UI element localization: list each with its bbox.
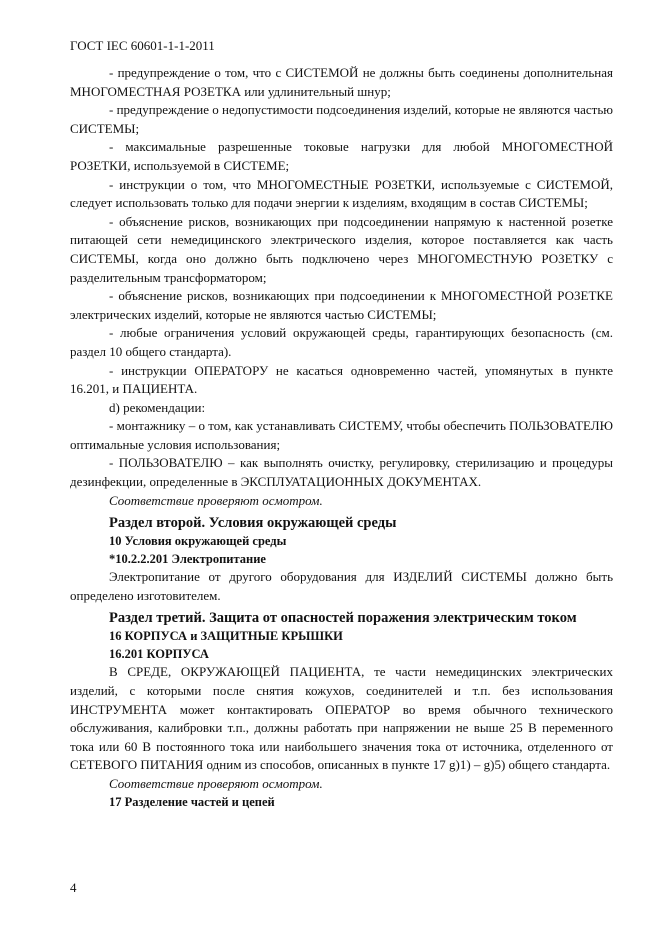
compliance-note: Соответствие проверяют осмотром. bbox=[109, 492, 323, 508]
list-item: - инструкции ОПЕРАТОРУ не касаться одновременно частей, упомянутых в пункте 16.201, и ПАЦИЕНТА. bbox=[70, 362, 613, 397]
list-item: - любые ограничения условий окружающей среды, гарантирующих безопасность (см. раздел 10 общего стандарта). bbox=[70, 325, 613, 359]
list-item: - предупреждение о недопустимости подсоединения изделий, которые не являются частью СИСТЕМЫ; bbox=[70, 102, 613, 136]
list-item: - инструкции о том, что МНОГОМЕСТНЫЕ РОЗЕТКИ, используемые с СИСТЕМОЙ, следует использовать только для подачи энергии к изделиям, входящим в состав СИСТЕМЫ; bbox=[70, 176, 613, 211]
list-item: - максимальные разрешенные токовые нагрузки для любой МНОГОМЕСТНОЙ РОЗЕТКИ, используемой в СИСТЕМЕ; bbox=[70, 139, 613, 173]
section-3-heading: Раздел третий. Защита от опасностей поражения электрическим током bbox=[109, 610, 577, 627]
item-d-recommendations: d) рекомендации: bbox=[109, 399, 206, 415]
list-item: - монтажнику – о том, как устанавливать СИСТЕМУ, чтобы обеспечить ПОЛЬЗОВАТЕЛЮ оптимальные условия использования; bbox=[70, 418, 613, 452]
list-item: - предупреждение о том, что с СИСТЕМОЙ не должны быть соединены дополнительная МНОГОМЕСТНАЯ РОЗЕТКА или удлинительный шнур; bbox=[70, 65, 613, 99]
clause-16-heading: 16 КОРПУСА и ЗАЩИТНЫЕ КРЫШКИ bbox=[109, 629, 343, 644]
page-content bbox=[70, 64, 613, 811]
list-item: - ПОЛЬЗОВАТЕЛЮ – как выполнять очистку, регулировку, стерилизацию и процедуры дезинфекции, определенные в ЭКСПЛУАТАЦИОННЫХ ДОКУМЕНТАХ. bbox=[70, 455, 613, 490]
clause-16-201-heading: 16.201 КОРПУСА bbox=[109, 646, 209, 661]
section-2-heading: Раздел второй. Условия окружающей среды bbox=[109, 515, 397, 532]
clause-16-201-text: В СРЕДЕ, ОКРУЖАЮЩЕЙ ПАЦИЕНТА, те части немедицинских электрических изделий, с которыми после снятия кожухов, соединителей и т.п. без использования ИНСТРУМЕНТА может контактировать ОПЕРАТОР во время обычного технического обслуживания, калибровки т.п., должны работать при напряжении не выше 25 В переменного тока или 60 В постоянного тока или наибольшего значения тока от источника, отделенного от СЕТЕВОГО ПИТАНИЯ одним из способов, описанных в пункте 17 g)1) – g)5) общего стандарта. bbox=[70, 664, 613, 773]
clause-10-2-2-201-text: Электропитание от другого оборудования для ИЗДЕЛИЙ СИСТЕМЫ должно быть определено изготовителем. bbox=[70, 569, 613, 603]
clause-10-heading: 10 Условия окружающей среды bbox=[109, 534, 287, 549]
list-item: - объяснение рисков, возникающих при подсоединении напрямую к настенной розетке питающей сети немедицинского электрического изделия, которое поставляется как часть СИСТЕМЫ, когда оно должно быть подключено через МНОГОМЕСТНУЮ РОЗЕТКУ с разделительным трансформатором; bbox=[70, 213, 613, 285]
document-header: ГОСТ IEC 60601-1-1-2011 bbox=[70, 38, 215, 53]
page-number: 4 bbox=[70, 880, 77, 895]
list-item: - объяснение рисков, возникающих при подсоединении к МНОГОМЕСТНОЙ РОЗЕТКЕ электрических изделий, которые не являются частью СИСТЕМЫ; bbox=[70, 288, 613, 322]
clause-10-2-2-201-heading: *10.2.2.201 Электропитание bbox=[109, 551, 266, 566]
compliance-note: Соответствие проверяют осмотром. bbox=[109, 776, 323, 791]
clause-17-heading: 17 Разделение частей и цепей bbox=[109, 794, 275, 809]
